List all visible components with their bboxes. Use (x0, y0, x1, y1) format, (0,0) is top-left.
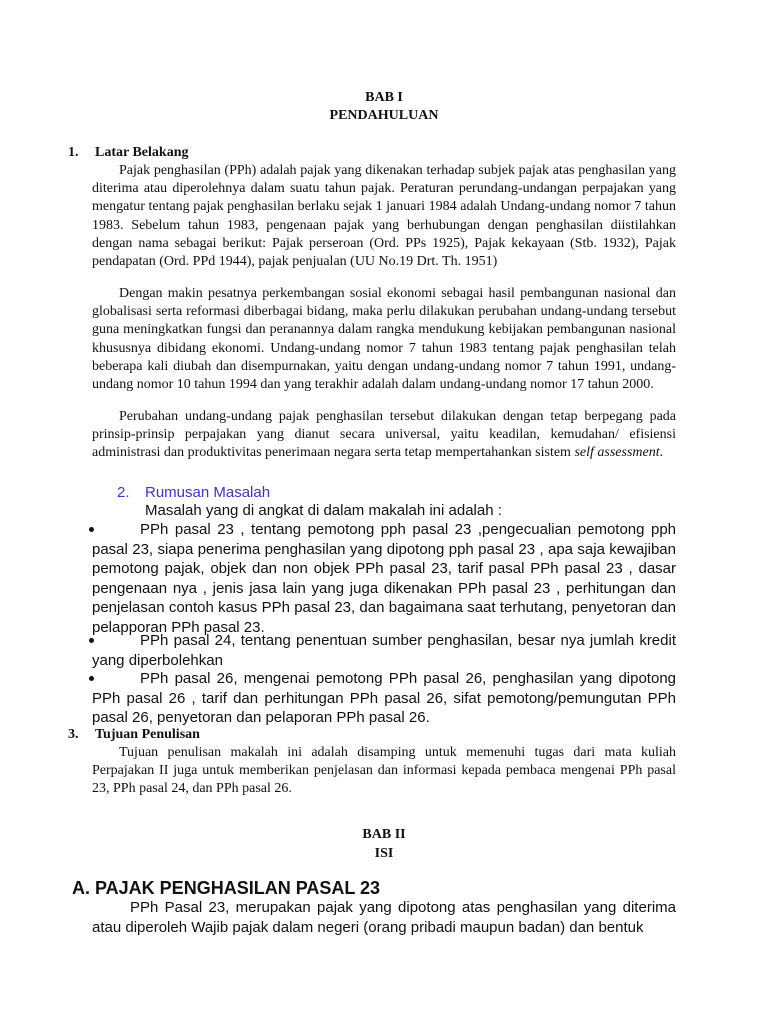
chapter-title: BAB II (362, 827, 406, 842)
chapter-subtitle: ISI (374, 846, 394, 861)
bullet-icon (89, 527, 94, 532)
section-heading-a: A. PAJAK PENGHASILAN PASAL 23 (72, 878, 381, 898)
section-heading-text: Latar Belakang (95, 145, 189, 160)
section-heading-rumusan (117, 483, 677, 503)
paragraph-latar-1: Pajak penghasilan (PPh) adalah pajak yang dikenakan terhadap subjek pajak atas penghasilan yang diterima atau diperolehnya dalam suatu tahun pajak. Peraturan perundang-undangan perpajakan yang mengatur tentang pajak penghasilan berlaku sejak 1 januari 1984 adalah Undang-undang nomor 7 tahun 1983. Sebelum tahun 1983, pengenaan pajak yang berhubungan dengan penghasilan diistilahkan dengan nama sebagai berikut: Pajak perseroan (Ord. PPs 1925), Pajak kekayaan (Stb. 1932), Pajak pendapatan (Ord. PPd 1944), pajak penjualan (UU No.19 Drt. Th. 1951) (92, 163, 676, 270)
paragraph-text: Perubahan undang-undang pajak penghasilan tersebut dilakukan dengan tetap berpegang pada prinsip-prinsip perpajakan yang dianut secara universal, yaitu keadilan, kemudahan/ efisiensi administrasi dan produktivitas penerimaan negara serta tetap mempertahankan sistem (92, 409, 676, 461)
section-heading-text: Rumusan Masalah (145, 484, 271, 501)
italic-term: self assessment (574, 445, 660, 461)
list-item-lead: PPh pasal 26 (140, 670, 234, 687)
rumusan-intro: Masalah yang di angkat di dalam makalah ini adalah : (145, 502, 502, 519)
section-number: 1. (68, 145, 79, 160)
section-number: 3. (68, 727, 79, 742)
section-heading-text: Tujuan Penulisan (95, 727, 200, 742)
paragraph-end: . (659, 445, 664, 461)
chapter-subtitle: PENDAHULUAN (329, 108, 439, 123)
list-item-text: , tentang pemotong pph pasal 23 ,pengecualian pemotong pph pasal 23, siapa penerima penghasilan yang dipotong pph pasal 23 , apa saja kewajiban pemotong pajak, objek dan non objek PPh pasal 23, tarif pasal PPh pasal 23 , dasar pengenaan nya , jenis jasa lain yang juga dikenakan PPh pasal 23 , perhitungan dan penjelasan contoh kasus PPh pasal 23, dan bagaimana saat terhutang, penyetoran dan pelapporan PPh pasal 23. (92, 521, 677, 636)
section-heading-tujuan (68, 726, 676, 744)
list-item (92, 669, 676, 728)
paragraph-latar-2: Dengan makin pesatnya perkembangan sosial ekonomi sebagai hasil pembangunan nasional dan globalisasi serta reformasi diberbagai bidang, maka perlu dilakukan perubahan undang-undang tersebut guna meningkatkan fungsi dan peranannya dalam rangka mendukung kebijakan pembangunan nasional khususnya dibidang ekonomi. Undang-undang nomor 7 tahun 1983 tentang pajak penghasilan telah beberapa kali diubah dan disempurnakan, yaitu dengan undang-undang nomor 7 tahun 1991, undang-undang nomor 10 tahun 1994 dan yang terakhir adalah dalam undang-undang nomor 17 tahun 2000. (92, 286, 676, 393)
section-heading-latar (68, 144, 676, 162)
bullet-icon (89, 638, 94, 643)
list-item-text: , tentang penentuan sumber penghasilan, besar nya jumlah kredit yang diperbolehkan (92, 632, 676, 669)
list-item-text: , mengenai pemotong PPh pasal 26, penghasilan yang dipotong PPh pasal 26 , tarif dan perhitungan PPh pasal 26, sifat pemotong/pemungutan PPh pasal 26, penyetoran dan pelaporan PPh pasal 26. (92, 670, 676, 726)
section-number: 2. (117, 484, 130, 501)
paragraph-latar-3 (92, 408, 676, 463)
paragraph-tujuan: Tujuan penulisan makalah ini adalah disamping untuk memenuhi tugas dari mata kuliah Perpajakan II juga untuk memberikan penjelasan dan informasi kepada pembaca mengenai PPh pasal 23, PPh pasal 24, dan PPh pasal 26. (92, 745, 676, 797)
paragraph-section-a: PPh Pasal 23, merupakan pajak yang dipotong atas penghasilan yang diterima atau diperoleh Wajib pajak dalam negeri (orang pribadi maupun badan) dan bentuk (92, 899, 676, 936)
list-item (92, 631, 676, 670)
bullet-icon (89, 676, 94, 681)
list-item-lead: PPh pasal 23 (140, 521, 234, 538)
list-item (92, 520, 676, 637)
list-item-lead: PPh pasal 24 (140, 632, 232, 649)
chapter-title: BAB I (365, 90, 403, 105)
